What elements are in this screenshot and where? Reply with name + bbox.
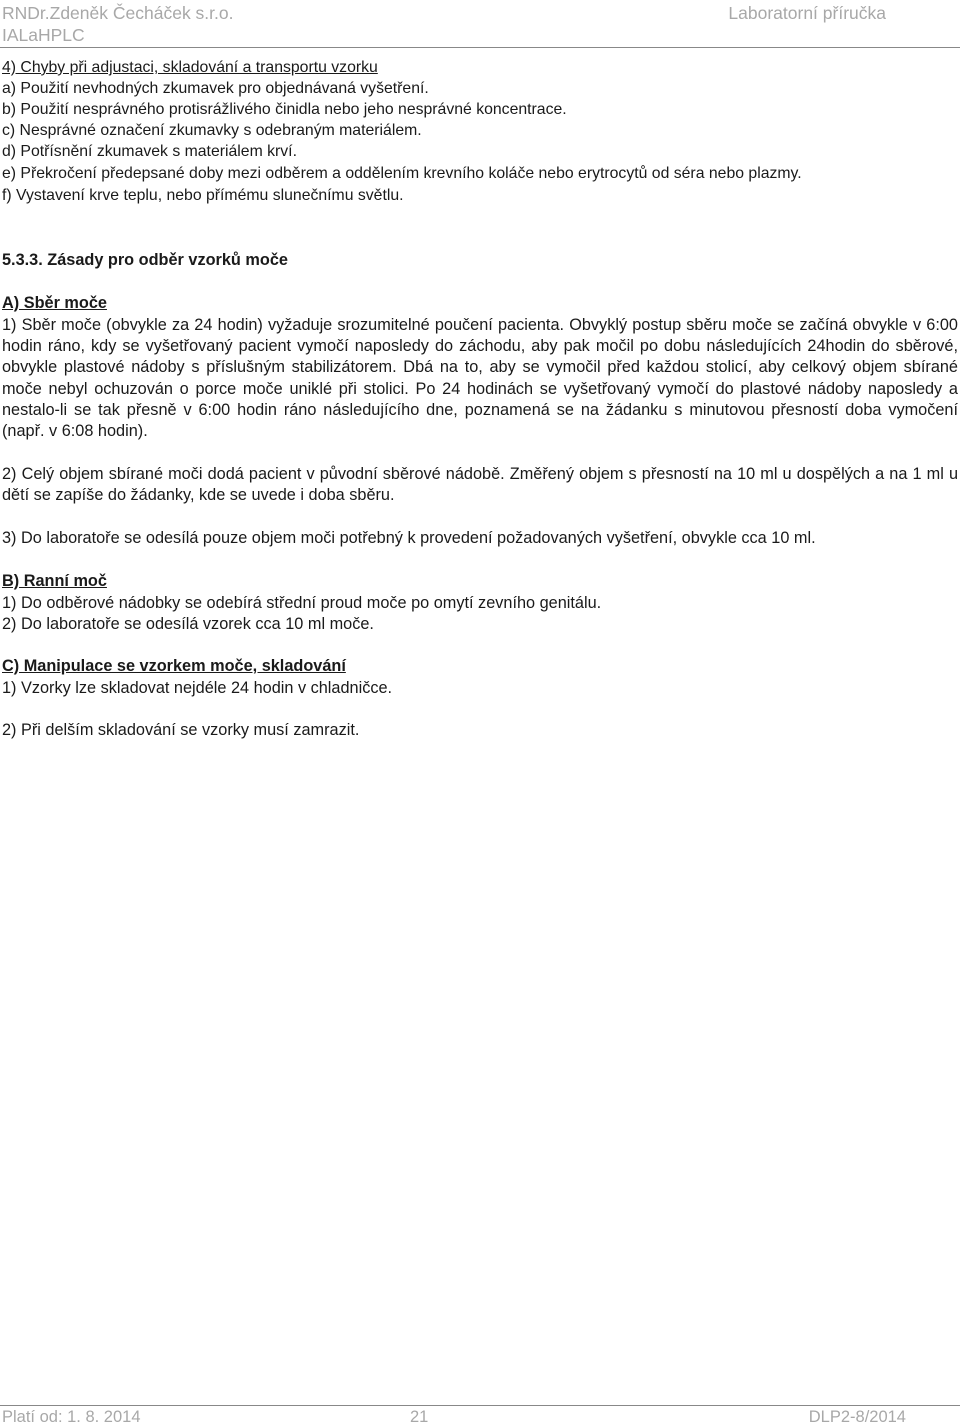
part-c-title: C) Manipulace se vzorkem moče, skladování	[2, 657, 346, 675]
part-a-paragraph-1: 1) Sběr moče (obvykle za 24 hodin) vyžaduje srozumitelné poučení pacienta. Obvyklý postup sběru moče se začíná obvykle v 6:00 hodin ráno, kdy se vyšetřovaný pacient vymočí naposledy do záchodu, aby pak močil po dobu následujících 24hodin do sběrové, obvykle plastové nádoby s příslušným stabilizátorem. Dbá na to, aby se vymočil před každou stolicí, aby celkový objem sbírané moče nebyl ochuzován o porce moče uniklé při stolici. Po 24 hodinách se vyšetřovaný vymočí do plastové nádoby naposledy a nestalo-li se tak přesně v 6:00 hodin ráno následujícího dne, poznamená se na žádanku s minutovou přesností doba vymočení (např. v 6:08 hodin).	[2, 316, 958, 441]
errors-item-a: a) Použití nevhodných zkumavek pro objednávaná vyšetření.	[2, 80, 429, 97]
part-c-item-1: 1) Vzorky lze skladovat nejdéle 24 hodin v chladničce.	[2, 679, 393, 697]
footer-divider	[0, 1405, 960, 1406]
errors-item-c: c) Nesprávné označení zkumavky s odebraným materiálem.	[2, 122, 422, 139]
section-title: 5.3.3. Zásady pro odběr vzorků moče	[2, 251, 288, 269]
company-name: RNDr.Zdeněk Čecháček s.r.o.	[2, 3, 234, 23]
part-b-item-1: 1) Do odběrové nádobky se odebírá střední proud moče po omytí zevního genitálu.	[2, 594, 602, 612]
errors-item-b: b) Použití nesprávného protisrážlivého činidla nebo jeho nesprávné koncentrace.	[2, 101, 567, 118]
part-a-paragraph-3: 3) Do laboratoře se odesílá pouze objem moči potřebný k provedení požadovaných vyšetření, obvykle cca 10 ml.	[2, 529, 816, 547]
document-title: Laboratorní příručka	[728, 3, 886, 23]
errors-item-e: e) Překročení předepsané doby mezi odběrem a oddělením krevního koláče nebo erytrocytů od séra nebo plazmy.	[2, 165, 802, 182]
part-b-item-2: 2) Do laboratoře se odesílá vzorek cca 10 ml moče.	[2, 615, 374, 633]
document-code: DLP2-8/2014	[808, 1408, 906, 1426]
valid-from: Platí od: 1. 8. 2014	[2, 1408, 141, 1426]
page-header-company	[2, 2, 233, 46]
part-c-item-2: 2) Při delším skladování se vzorky musí zamrazit.	[2, 721, 360, 739]
part-b-title: B) Ranní moč	[2, 572, 107, 590]
errors-item-f: f) Vystavení krve teplu, nebo přímému slunečnímu světlu.	[2, 187, 404, 204]
lab-name: IALaHPLC	[2, 25, 85, 45]
part-a-title: A) Sběr moče	[2, 294, 107, 312]
header-divider	[0, 47, 960, 48]
page-number: 21	[410, 1408, 429, 1426]
errors-item-d: d) Potřísnění zkumavek s materiálem krví.	[2, 143, 297, 160]
part-a-paragraph-2: 2) Celý objem sbírané moči dodá pacient v původní sběrové nádobě. Změřený objem s přesností na 10 ml u dospělých a na 1 ml u dětí se zapíše do žádanky, kde se uvede i doba sběru.	[2, 465, 958, 505]
errors-heading: 4) Chyby při adjustaci, skladování a transportu vzorku	[2, 59, 378, 76]
